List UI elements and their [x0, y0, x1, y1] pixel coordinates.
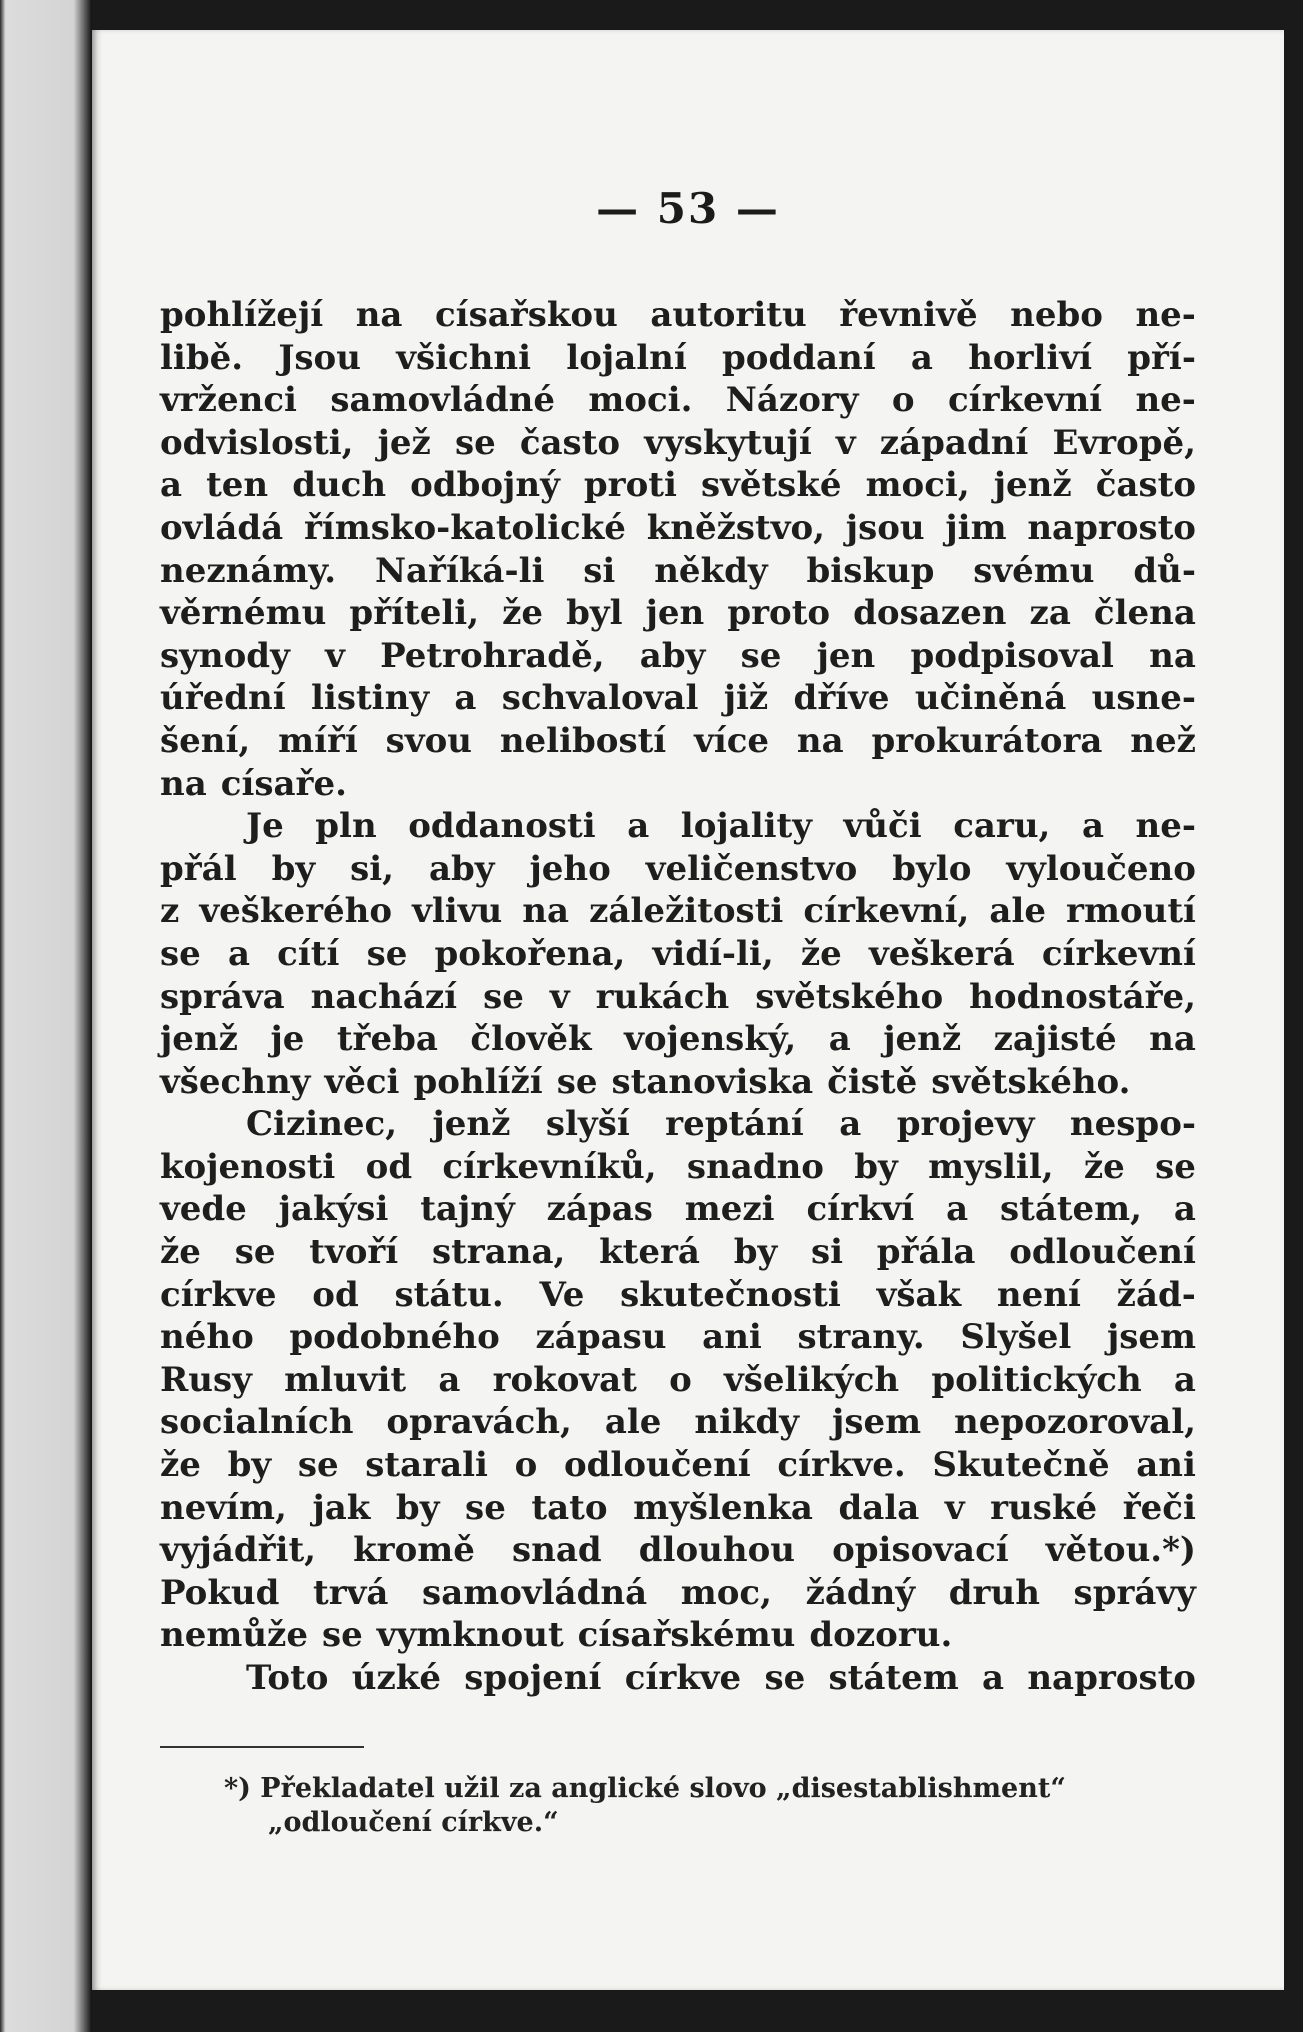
- text-line: z veškerého vlivu na záležitosti církevní, ale rmoutí: [160, 891, 1196, 932]
- text-line: kojenosti od církevníků, snadno by myslil, že se: [160, 1146, 1196, 1187]
- text-line: neznámy. Naříká-li si někdy biskup svému dů-: [160, 550, 1196, 591]
- paragraph: [160, 294, 1196, 805]
- text-line: věrnému příteli, že byl jen proto dosazen za člena: [160, 593, 1196, 634]
- footnote-line: „odloučení církve.“: [268, 1807, 559, 1838]
- text-line: vyjádřit, kromě snad dlouhou opisovací větou.*): [160, 1530, 1196, 1571]
- text-line: vede jakýsi tajný zápas mezi církví a státem, a: [160, 1189, 1196, 1230]
- text-line: nevím, jak by se tato myšlenka dala v ruské řeči: [160, 1487, 1196, 1528]
- text-line: šení, míří svou nelibostí více na prokurátora než: [160, 720, 1196, 761]
- text-line: a ten duch odbojný proti světské moci, jenž často: [160, 465, 1196, 506]
- footnote-divider: [160, 1746, 364, 1748]
- text-line: správa nachází se v rukách světského hodnostáře,: [160, 976, 1196, 1017]
- paragraph: [160, 1103, 1196, 1657]
- text-line: nemůže se vymknout císařskému dozoru.: [160, 1615, 953, 1656]
- text-line: ného podobného zápasu ani strany. Slyšel jsem: [160, 1317, 1196, 1358]
- text-line: na císaře.: [160, 763, 347, 804]
- paragraph: [160, 805, 1196, 1103]
- scan-margin: [0, 0, 92, 2032]
- text-line: církve od státu. Ve skutečnosti však není žád-: [160, 1274, 1196, 1315]
- page-number: — 53 —: [596, 184, 780, 233]
- text-line: Cizinec, jenž slyší reptání a projevy nespo-: [246, 1104, 1196, 1145]
- text-line: pohlížejí na císařskou autoritu řevnivě nebo ne-: [160, 295, 1196, 335]
- paragraph: [160, 1657, 1196, 1700]
- text-line: synody v Petrohradě, aby se jen podpisoval na: [160, 635, 1196, 676]
- text-line: Je pln oddanosti a lojality vůči caru, a ne-: [246, 806, 1196, 847]
- book-page: [92, 30, 1284, 1990]
- body-text: [160, 294, 1196, 1700]
- text-line: odvislosti, jež se často vyskytují v západní Evropě,: [160, 422, 1196, 463]
- text-line: vrženci samovládné moci. Názory o církevní ne-: [160, 380, 1196, 421]
- text-line: všechny věci pohlíží se stanoviska čistě světského.: [160, 1061, 1131, 1102]
- text-line: že by se starali o odloučení církve. Skutečně ani: [160, 1445, 1196, 1486]
- text-line: ovládá římsko-katolické kněžstvo, jsou jim naprosto: [160, 507, 1196, 548]
- text-line: socialních opravách, ale nikdy jsem nepozoroval,: [160, 1402, 1196, 1443]
- text-line: že se tvoří strana, která by si přála odloučení: [160, 1232, 1196, 1273]
- text-line: Toto úzké spojení církve se státem a naprosto: [246, 1658, 1196, 1698]
- footnote: [224, 1772, 1204, 1840]
- text-line: přál by si, aby jeho veličenstvo bylo vyloučeno: [160, 848, 1196, 889]
- footnote-line: *) Překladatel užil za anglické slovo „disestablishment“: [224, 1773, 1066, 1804]
- text-line: Pokud trvá samovládná moc, žádný druh správy: [160, 1572, 1196, 1613]
- text-line: Rusy mluvit a rokovat o všelikých politických a: [160, 1359, 1196, 1400]
- text-line: se a cítí se pokořena, vidí-li, že veškerá církevní: [160, 933, 1196, 974]
- text-line: úřední listiny a schvaloval již dříve učiněná usne-: [160, 678, 1196, 719]
- text-line: libě. Jsou všichni lojalní poddaní a horliví pří-: [160, 337, 1196, 378]
- text-line: jenž je třeba člověk vojenský, a jenž zajisté na: [160, 1019, 1196, 1060]
